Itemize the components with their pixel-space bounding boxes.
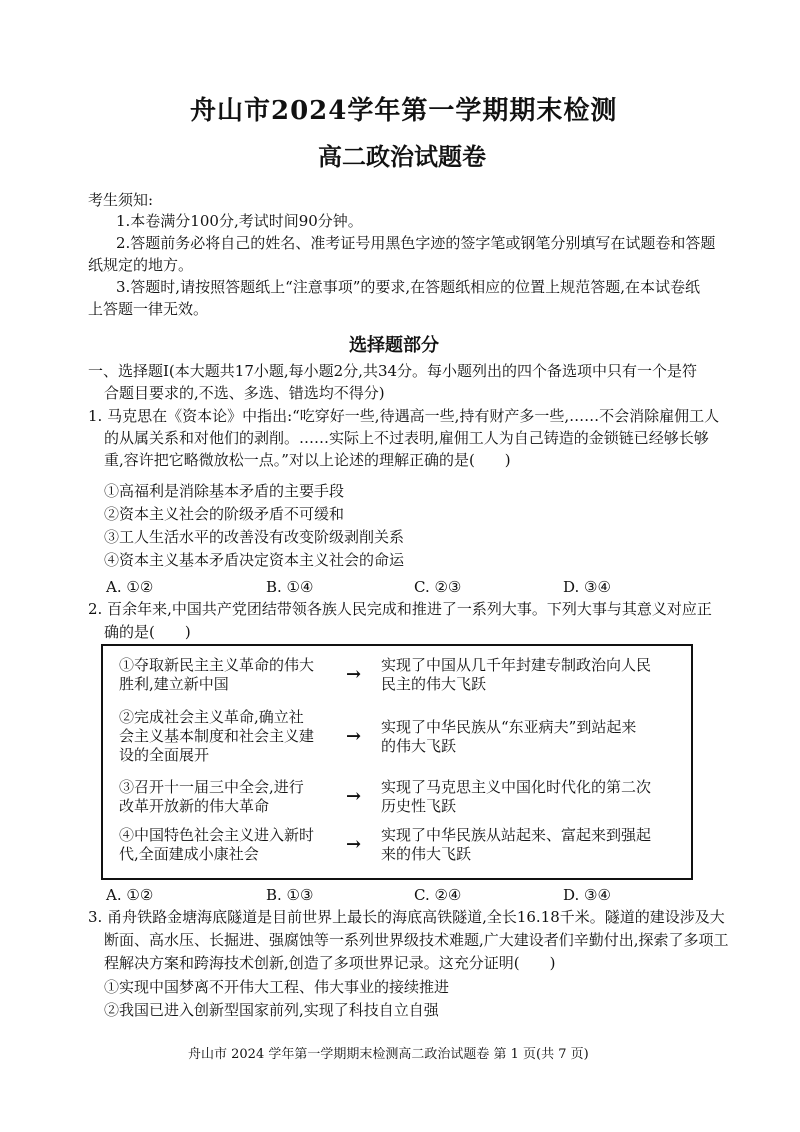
question-3-text: 断面、高水压、长掘进、强腐蚀等一系列世界级技术难题,广大建设者们辛勤付出,探索了多项工 xyxy=(104,931,729,949)
event-left: ①夺取新民主主义革命的伟大 胜利,建立新中国 xyxy=(119,656,315,693)
arrow-icon: → xyxy=(346,664,362,685)
event-left: ②完成社会主义革命,确立社 会主义基本制度和社会主义建 设的全面展开 xyxy=(119,708,315,764)
notice-heading: 考生须知: xyxy=(88,191,154,209)
arrow-icon: → xyxy=(346,786,362,807)
section-instruction: 一、选择题Ⅰ(本大题共17小题,每小题2分,共34分。每小题列出的四个备选项中只有一个是符 xyxy=(88,362,698,380)
q2-option-d[interactable]: D. ③④ xyxy=(563,886,611,904)
question-1-text: 重,容许把它略微放松一点。”对以上论述的理解正确的是( ) xyxy=(104,451,511,469)
q1-option-a[interactable]: A. ①② xyxy=(106,578,154,596)
q3-statement: ①实现中国梦离不开伟大工程、伟大事业的接续推进 xyxy=(104,978,450,996)
notice-line: 上答题一律无效。 xyxy=(88,300,209,318)
q3-statement: ②我国已进入创新型国家前列,实现了科技自立自强 xyxy=(104,1001,439,1019)
question-2-text: 确的是( ) xyxy=(104,623,191,641)
question-2-text: 2. 百余年来,中国共产党团结带领各族人民完成和推进了一系列大事。下列大事与其意义对应正 xyxy=(88,600,712,618)
question-3-text: 程解决方案和跨海技术创新,创造了多项世界记录。这充分证明( ) xyxy=(104,954,556,972)
notice-line: 2.答题前务必将自己的姓名、准考证号用黑色字迹的签字笔或钢笔分别填写在试题卷和答题 xyxy=(116,234,716,252)
q1-option-d[interactable]: D. ③④ xyxy=(563,578,611,596)
arrow-icon: → xyxy=(346,726,362,747)
event-left: ④中国特色社会主义进入新时 代,全面建成小康社会 xyxy=(119,826,315,863)
event-right: 实现了中国从几千年封建专制政治向人民 民主的伟大飞跃 xyxy=(381,656,652,693)
notice-line: 3.答题时,请按照答题纸上“注意事项”的要求,在答题纸相应的位置上规范答题,在本试卷纸 xyxy=(116,278,700,296)
page-footer: 舟山市 2024 学年第一学期期末检测高二政治试题卷 第 1 页(共 7 页) xyxy=(188,1047,589,1062)
event-right: 实现了中华民族从“东亚病夫”到站起来 的伟大飞跃 xyxy=(381,718,637,755)
question-1-text: 1. 马克思在《资本论》中指出:“吃穿好一些,待遇高一些,持有财产多一些,……不会消除雇佣工人 xyxy=(88,407,720,425)
question-1-text: 的从属关系和对他们的剥削。……实际上不过表明,雇佣工人为自己铸造的金锁链已经够长够 xyxy=(104,429,709,447)
question-3-text: 3. 甬舟铁路金塘海底隧道是目前世界上最长的海底高铁隧道,全长16.18千米。隧道的建设涉及大 xyxy=(88,908,725,926)
q1-statement: ④资本主义基本矛盾决定资本主义社会的命运 xyxy=(104,551,405,569)
exam-subtitle: 高二政治试题卷 xyxy=(318,142,486,171)
section-instruction: 合题目要求的,不选、多选、错选均不得分) xyxy=(104,384,385,402)
notice-line: 纸规定的地方。 xyxy=(88,256,194,274)
events-table xyxy=(101,644,693,880)
q2-option-b[interactable]: B. ①③ xyxy=(266,886,314,904)
q1-statement: ①高福利是消除基本矛盾的主要手段 xyxy=(104,482,345,500)
exam-title: 舟山市2024学年第一学期期末检测 xyxy=(190,96,618,126)
q1-option-b[interactable]: B. ①④ xyxy=(266,578,314,596)
q2-option-a[interactable]: A. ①② xyxy=(106,886,154,904)
q1-statement: ③工人生活水平的改善没有改变阶级剥削关系 xyxy=(104,528,405,546)
q2-option-c[interactable]: C. ②④ xyxy=(414,886,462,904)
q1-option-c[interactable]: C. ②③ xyxy=(414,578,462,596)
notice-line: 1.本卷满分100分,考试时间90分钟。 xyxy=(116,212,363,230)
event-right: 实现了马克思主义中国化时代化的第二次 历史性飞跃 xyxy=(381,778,652,815)
section-title: 选择题部分 xyxy=(349,335,439,356)
event-left: ③召开十一届三中全会,进行 改革开放新的伟大革命 xyxy=(119,778,304,815)
arrow-icon: → xyxy=(346,834,362,855)
q1-statement: ②资本主义社会的阶级矛盾不可缓和 xyxy=(104,505,345,523)
event-right: 实现了中华民族从站起来、富起来到强起 来的伟大飞跃 xyxy=(381,826,652,863)
